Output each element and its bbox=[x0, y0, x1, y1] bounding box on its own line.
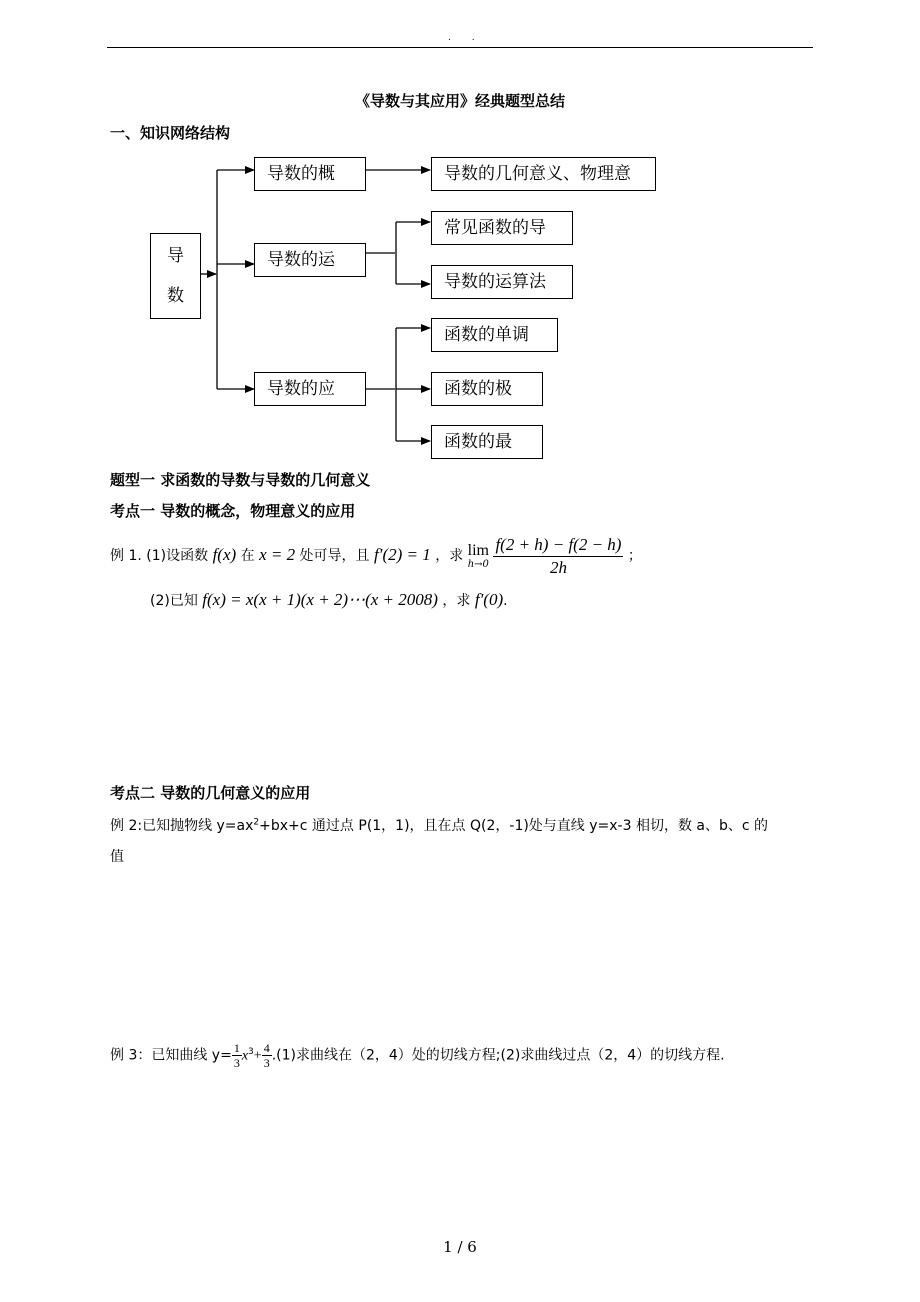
diagram-node-derivative-operation: 导数的运 bbox=[254, 243, 366, 277]
fraction-1-numerator: 1 bbox=[233, 1041, 240, 1056]
example-3-plus: + bbox=[253, 1048, 262, 1064]
example-1-line-2 bbox=[150, 585, 508, 616]
diagram-node-monotonicity: 函数的单调 bbox=[431, 318, 558, 352]
diagram-node-derivative-concept: 导数的概 bbox=[254, 157, 366, 191]
diagram-node-extremum: 函数的极 bbox=[431, 372, 543, 406]
limit-subscript: h→0 bbox=[467, 559, 489, 570]
example-1-label: 例 1. bbox=[110, 548, 142, 564]
diagram-root-char-2: 数 bbox=[167, 286, 184, 306]
example-1-product-expression: f(x) = x(x + 1)(x + 2)⋯(x + 2008) bbox=[202, 590, 438, 609]
example-1-text-b: 在 bbox=[240, 548, 255, 564]
example-1-text-d: ，求 bbox=[435, 548, 464, 564]
diagram-root-box bbox=[150, 233, 201, 319]
example-3-fraction-1 bbox=[232, 1041, 242, 1070]
diagram-root-char-1: 导 bbox=[167, 246, 184, 266]
example-2-text-a: 例 2:已知抛物线 y=ax bbox=[110, 818, 254, 834]
example-3-line bbox=[110, 1034, 725, 1075]
example-3-exponent: 3 bbox=[248, 1047, 254, 1057]
diagram-node-common-derivatives: 常见函数的导 bbox=[431, 211, 573, 245]
example-1-derivative-value: f′(2) = 1 bbox=[374, 545, 431, 564]
document-title: 《导数与其应用》经典题型总结 bbox=[354, 92, 565, 110]
limit-word: lim bbox=[467, 542, 489, 559]
example-3-text-b: .(1)求曲线在（2，4）处的切线方程;(2)求曲线过点（2，4）的切线方程. bbox=[271, 1047, 725, 1064]
example-2-line-1 bbox=[110, 815, 768, 835]
fraction-2-numerator: 4 bbox=[263, 1041, 270, 1056]
section-heading-knowledge-network: 一、知识网络结构 bbox=[110, 124, 231, 142]
example-3-text-a: 例 3：已知曲线 y= bbox=[110, 1047, 232, 1064]
diagram-node-maximum: 函数的最 bbox=[431, 425, 543, 459]
diagram-node-operation-rules: 导数的运算法 bbox=[431, 265, 573, 299]
example-1-text-c: 处可导，且 bbox=[299, 548, 370, 564]
point-one-heading: 考点一 导数的概念，物理意义的应用 bbox=[110, 502, 356, 520]
point-two-heading: 考点二 导数的几何意义的应用 bbox=[110, 784, 311, 802]
example-1-end-1: ； bbox=[627, 548, 642, 564]
example-1-limit bbox=[468, 542, 489, 570]
diagram-node-geometric-meaning: 导数的几何意义、物理意 bbox=[431, 157, 656, 191]
type-one-heading: 题型一 求函数的导数与导数的几何意义 bbox=[110, 471, 371, 489]
page-number: 1 / 6 bbox=[443, 1238, 477, 1256]
example-2-text-b: +bx+c 通过点 P(1，1)，且在点 Q(2，-1)处与直线 y=x-3 相切，数 a、b、c 的 bbox=[259, 818, 769, 834]
header-dots: . . bbox=[448, 33, 484, 43]
example-3-x: x bbox=[241, 1048, 249, 1064]
example-1-text-a: (1)设函数 bbox=[146, 548, 209, 564]
example-1-end-2: . bbox=[503, 593, 508, 609]
fraction-1-denominator: 3 bbox=[233, 1056, 240, 1071]
example-3-fraction-2 bbox=[262, 1041, 272, 1070]
example-1-part2-text-b: ，求 bbox=[442, 593, 471, 609]
example-1-part2-text-a: (2)已知 bbox=[150, 593, 198, 609]
example-1-fraction bbox=[493, 534, 623, 579]
example-1-target: f′(0) bbox=[474, 590, 504, 609]
example-2-line-2: 值 bbox=[110, 849, 124, 865]
example-1-fx: f(x) bbox=[212, 545, 237, 564]
fraction-2-denominator: 3 bbox=[263, 1056, 270, 1071]
diagram-node-derivative-application: 导数的应 bbox=[254, 372, 366, 406]
fraction-numerator: f(2 + h) − f(2 − h) bbox=[493, 534, 623, 557]
example-1-condition: x = 2 bbox=[259, 545, 296, 564]
fraction-denominator: 2h bbox=[549, 557, 567, 577]
example-2-exponent: 2 bbox=[253, 817, 260, 828]
example-1-line-1 bbox=[110, 532, 642, 579]
